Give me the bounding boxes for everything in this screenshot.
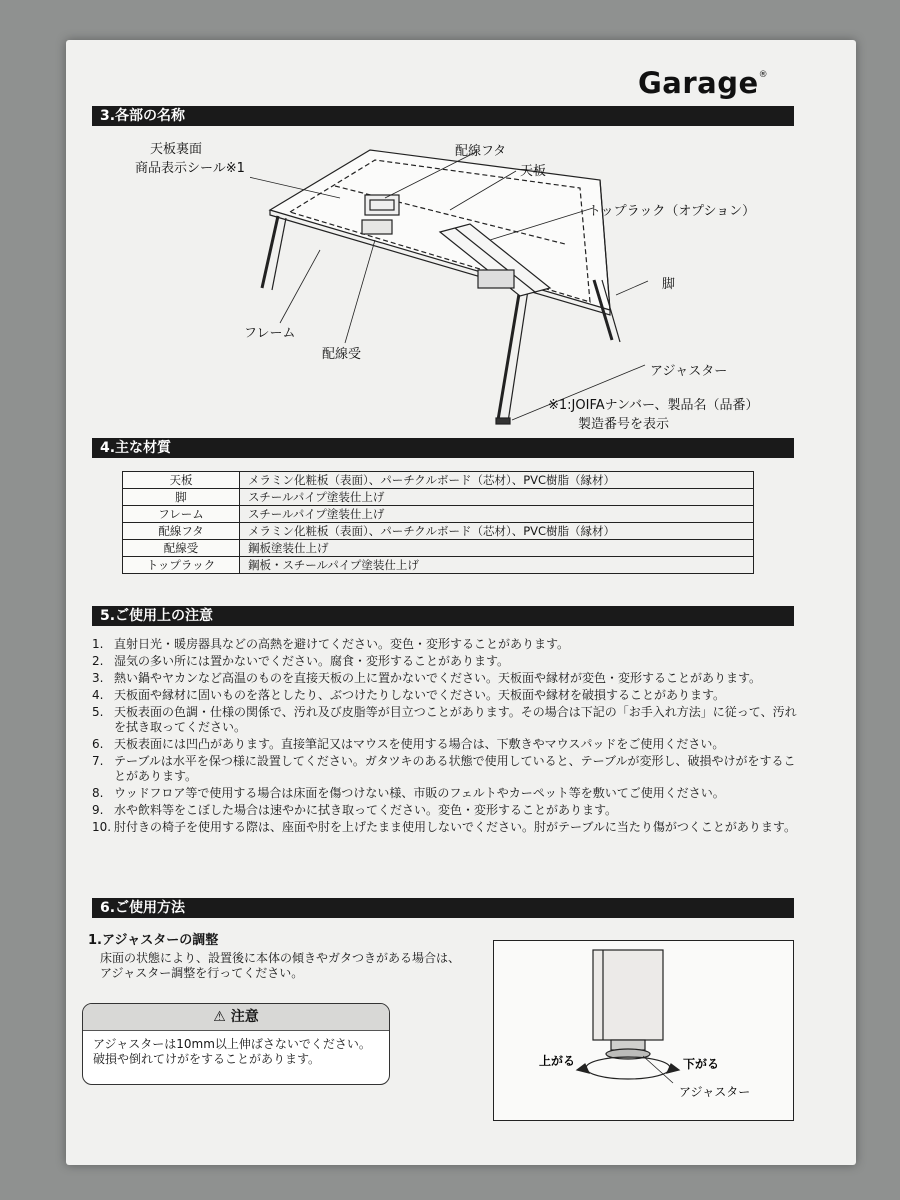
figure-label-up: 上がる (539, 1054, 576, 1068)
table-row (123, 523, 754, 540)
list-item: 1. 直射日光・暖房器具などの高熱を避けてください。変色・変形することがあります。 (92, 637, 570, 651)
material-cell: 鋼板・スチールパイプ塗装仕上げ (240, 557, 754, 574)
material-cell: メラミン化粧板（表面）、パーチクルボード（芯材）、PVC樹脂（縁材） (240, 472, 754, 489)
adjuster-figure (493, 940, 795, 1122)
label-note-2: 製造番号を表示 (578, 417, 670, 432)
label-underside-1: 天板裏面 (150, 142, 203, 157)
figure-label-down: 下がる (683, 1057, 720, 1071)
list-item: 5. 天板表面の色調・仕様の関係で、汚れ及び皮脂等が目立つことがあります。その場合は下記の「お手入れ方法」に従って、汚れを拭き取ってください。 (92, 704, 797, 735)
list-item: 4. 天板面や縁材に固いものを落としたり、ぶつけたりしないでください。天板面や縁材を破損することがあります。 (92, 687, 726, 702)
label-top-rack: トップラック（オプション） (588, 204, 756, 219)
part-cell: 脚 (123, 489, 240, 506)
part-cell: 天板 (123, 472, 240, 489)
part-cell: フレーム (123, 506, 240, 523)
label-cable-cover: 配線フタ (455, 144, 507, 159)
material-cell: スチールパイプ塗装仕上げ (240, 506, 754, 523)
adjuster-instructions: 床面の状態により、設置後に本体の傾きやガタつきがある場合は、 アジャスター調整を行ってください。 (100, 951, 461, 980)
material-cell: 鋼板塗装仕上げ (240, 540, 754, 557)
list-item: 7. テーブルは水平を保つ様に設置してください。ガタツキのある状態で使用していると、テーブルが変形し、破損やけがをすることがあります。 (92, 753, 796, 784)
usage-notes-list (92, 637, 797, 837)
table-row (123, 506, 754, 523)
adjuster-subtitle: 1.アジャスターの調整 (88, 933, 219, 948)
section-4-header: 4.主な材質 (92, 438, 794, 458)
list-item: 10. 肘付きの椅子を使用する際は、座面や肘を上げたまま使用しないでください。肘がテーブルに当たり傷がつくことがあります。 (92, 820, 796, 835)
label-leg: 脚 (662, 277, 676, 292)
list-item: 8. ウッドフロア等で使用する場合は床面を傷つけない様、市販のフェルトやカーペット等を敷いてご使用ください。 (92, 786, 725, 801)
table-row (123, 540, 754, 557)
label-top-board: 天板 (520, 164, 547, 179)
material-cell: メラミン化粧板（表面）、パーチクルボード（芯材）、PVC樹脂（縁材） (240, 523, 754, 540)
label-adjuster: アジャスター (650, 364, 728, 379)
label-underside-2: 商品表示シール※1 (135, 161, 245, 176)
list-item: 9. 水や飲料等をこぼした場合は速やかに拭き取ってください。変色・変形することがあります。 (92, 803, 618, 818)
table-row (123, 472, 754, 489)
section-6-header: 6.ご使用方法 (92, 898, 794, 918)
part-cell: 配線受 (123, 540, 240, 557)
part-cell: 配線フタ (123, 523, 240, 540)
part-cell: トップラック (123, 557, 240, 574)
table-row (123, 557, 754, 574)
brand-logo: Garage® (638, 66, 769, 100)
figure-label-adjuster: アジャスター (679, 1085, 751, 1099)
material-cell: スチールパイプ塗装仕上げ (240, 489, 754, 506)
label-frame: フレーム (244, 326, 296, 341)
label-cable-tray: 配線受 (322, 347, 362, 362)
table-parts-diagram (250, 140, 770, 430)
list-item: 6. 天板表面には凹凸があります。直接筆記又はマウスを使用する場合は、下敷きやマウスパッドをご使用ください。 (92, 736, 725, 751)
caution-header: ⚠ 注意 (83, 1004, 389, 1031)
caution-box (82, 1003, 390, 1085)
materials-table (122, 471, 754, 574)
section-5-header: 5.ご使用上の注意 (92, 606, 794, 626)
caution-text: アジャスターは10mm以上伸ばさないでください。 破損や倒れてけがをすることがあります。 (93, 1037, 371, 1066)
warning-icon: ⚠ (213, 1009, 226, 1025)
section-3-header: 3.各部の名称 (92, 106, 794, 126)
table-row (123, 489, 754, 506)
label-note-1: ※1:JOIFAナンバー、製品名（品番） (548, 398, 759, 413)
list-item: 3. 熱い鍋やヤカンなど高温のものを直接天板の上に置かないでください。天板面や縁材が変色・変形することがあります。 (92, 670, 762, 685)
list-item: 2. 湿気の多い所には置かないでください。腐食・変形することがあります。 (92, 653, 510, 668)
